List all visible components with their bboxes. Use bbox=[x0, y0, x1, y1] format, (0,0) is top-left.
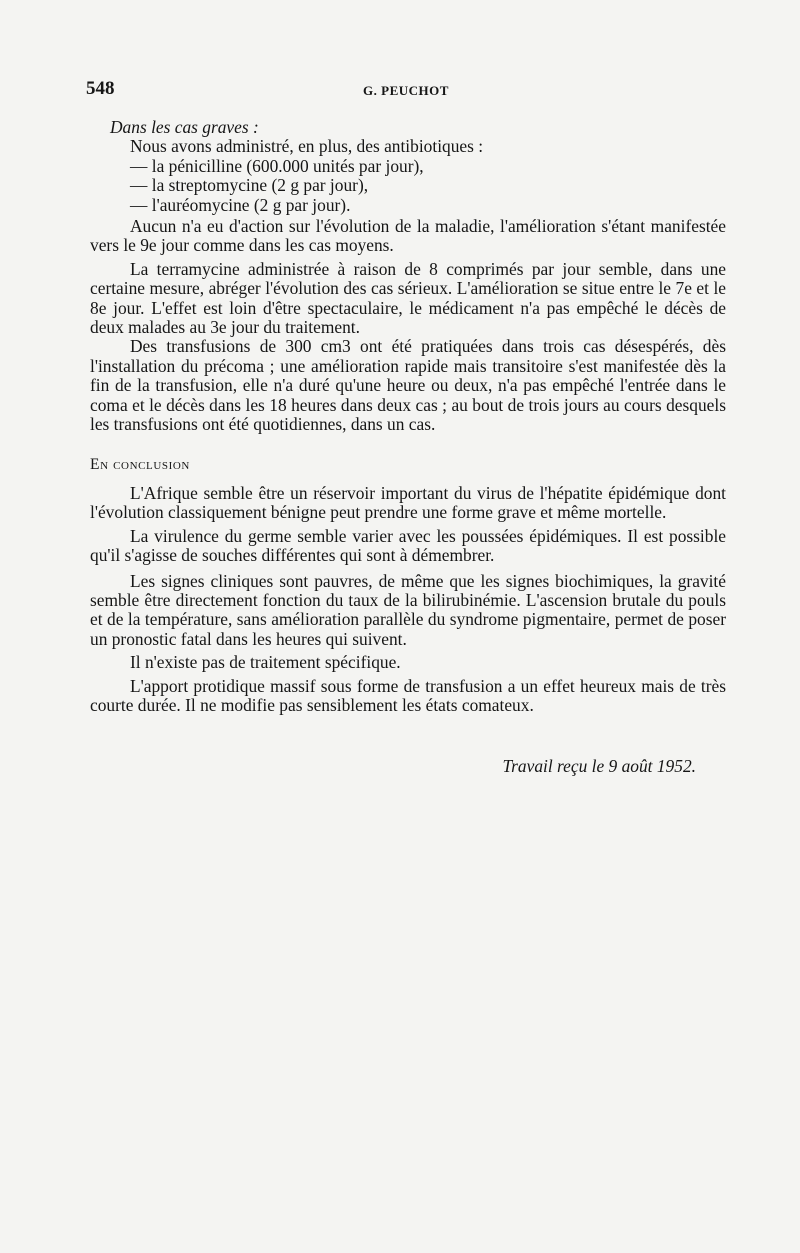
paragraph: Aucun n'a eu d'action sur l'évolution de la maladie, l'amélioration s'étant manifestée vers le 9e jour comme dans les cas moyens. bbox=[90, 216, 726, 256]
received-date-note: Travail reçu le 9 août 1952. bbox=[502, 756, 696, 777]
page-number: 548 bbox=[86, 78, 115, 99]
paragraph: Il n'existe pas de traitement spécifique. bbox=[130, 652, 401, 673]
list-item: — l'auréomycine (2 g par jour). bbox=[130, 194, 351, 215]
antibiotics-intro: Nous avons administré, en plus, des antibiotiques : bbox=[130, 136, 484, 157]
conclusion-heading: En conclusion bbox=[90, 455, 190, 473]
running-head-author: G. PEUCHOT bbox=[363, 83, 449, 98]
list-item: — la pénicilline (600.000 unités par jour), bbox=[130, 155, 424, 176]
article-body bbox=[90, 118, 726, 777]
page-header bbox=[86, 78, 726, 102]
list-item: — la streptomycine (2 g par jour), bbox=[130, 175, 369, 196]
antibiotics-list bbox=[130, 157, 726, 215]
paragraph: La terramycine administrée à raison de 8 comprimés par jour semble, dans une certaine mesure, abréger l'évolution des cas sérieux. L'amélioration se situe entre le 7e et le 8e jour. L'effet est loin d'être spectaculaire, le médicament n'a pas empêché le décès de deux malades au 3e jour du traitement. bbox=[90, 258, 726, 338]
paragraph: La virulence du germe semble varier avec les poussées épidémiques. Il est possible qu'il s'agisse de souches différentes qui sont à démembrer. bbox=[90, 525, 726, 566]
paragraph: Les signes cliniques sont pauvres, de même que les signes biochimiques, la gravité semble être directement fonction du taux de la bilirubinémie. L'ascension brutale du pouls et de la température, sans amélioration parallèle du syndrome pigmentaire, permet de poser un pronostic fatal dans les heures qui suivent. bbox=[90, 570, 726, 649]
paragraph: Des transfusions de 300 cm3 ont été pratiquées dans trois cas désespérés, dès l'installation du précoma ; une amélioration rapide mais transitoire s'est manifestée dès la fin de la transfusion, elle n'a duré qu'une heure ou deux, n'a pas empêché l'entrée dans le coma et le décès dans les 18 heures dans deux cas ; au bout de trois jours au cours desquels les transfusions ont été quotidiennes, dans un cas. bbox=[90, 336, 726, 435]
paragraph: L'apport protidique massif sous forme de transfusion a un effet heureux mais de très courte durée. Il ne modifie pas sensiblement les états comateux. bbox=[90, 675, 726, 715]
paragraph: L'Afrique semble être un réservoir important du virus de l'hépatite épidémique dont l'évolution classiquement bénigne peut prendre une forme grave et même mortelle. bbox=[90, 482, 726, 523]
severe-cases-heading: Dans les cas graves : bbox=[110, 117, 259, 137]
